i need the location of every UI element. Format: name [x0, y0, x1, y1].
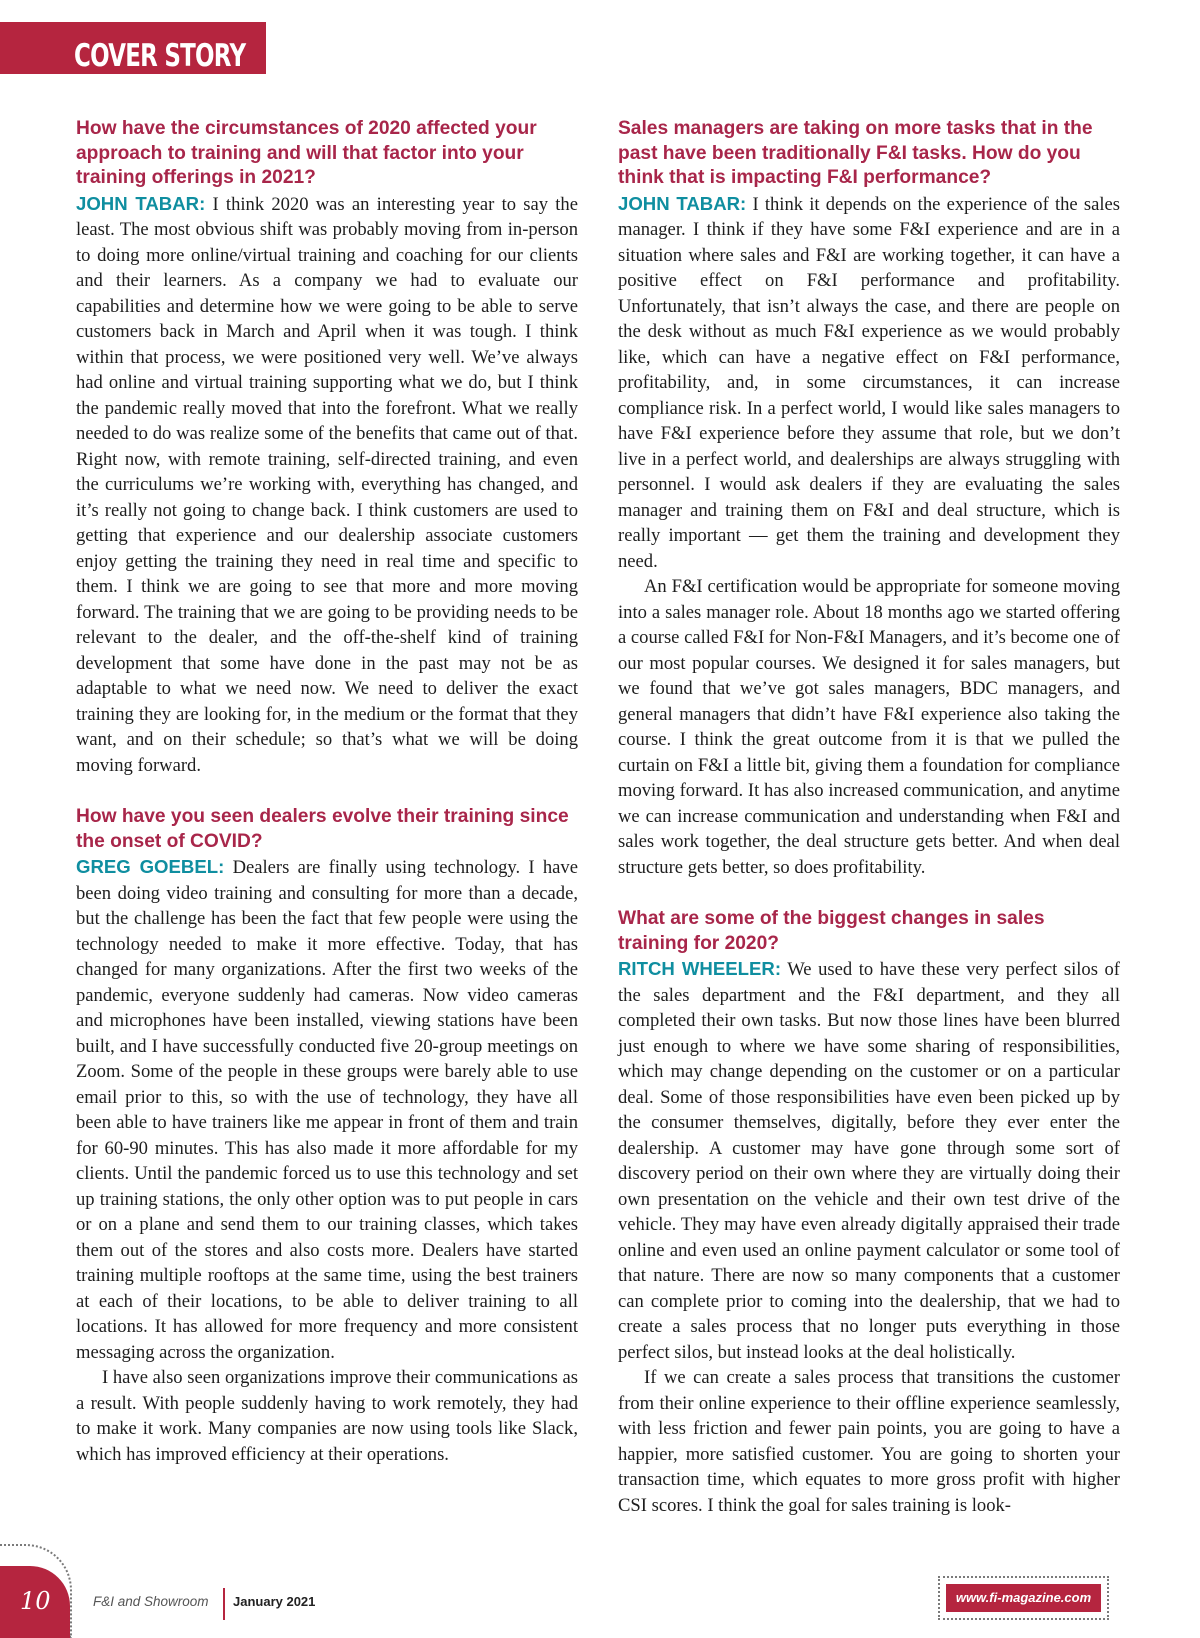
right-column	[618, 117, 1120, 1518]
answer-text: I think 2020 was an interesting year to say the least. The most obvious shift was probably moving from in-person to doing more online/virtual training and coaching for our clients and their learners. As a company we had to evaluate our capabilities and determine how we were going to be able to serve customers back in March and April when it was tough. I think within that process, we were positioned very well. We’ve always had online and virtual training supporting what we do, but I think the pandemic really moved that into the forefront. What we really needed to do was realize some of the benefits that came out of that. Right now, with remote training, self-directed training, and even the curriculums we’re working with, everything has changed, and it’s really not going to change back. I think customers are used to getting that experience and our dealership associate customers enjoy getting the training they need in real time and specific to them. I think we are going to see that more and more moving forward. The training that we are going to be providing needs to be relevant to the dealer, and the off-the-shelf kind of training development that some have done in the past may not be as adaptable to what we need now. We need to deliver the exact training they are looking for, in the medium or the format that they want, and on their schedule; so that’s what we will be doing moving forward.	[76, 193, 578, 776]
speaker-name: GREG GOEBEL:	[76, 856, 225, 877]
answer-paragraph: If we can create a sales process that transitions the customer from their online experience to their offline experience seamlessly, with less friction and fewer pain points, you are going to have a happier, more satisfied customer. You are going to shorten your transaction time, which equates to more gross profit with higher CSI scores. I think the goal for sales training is look-	[618, 1367, 1120, 1516]
issue-date: January 2021	[233, 1594, 316, 1609]
answer-paragraph	[618, 956, 1120, 1365]
footer-divider	[223, 1588, 225, 1620]
answer-text: I think it depends on the experience of the sales manager. I think if they have some F&I experience and are in a situation where sales and F&I are working together, it can have a positive effect on F&I performance and profitability. Unfortunately, that isn’t always the case, and there are people on the desk without as much F&I experience as we would probably like, which can have a negative effect on F&I performance, profitability, and, in some circumstances, it can increase compliance risk. In a perfect world, I would like sales managers to have F&I experience before they assume that role, but we don’t live in a perfect world, and dealerships are always struggling with personnel. I would ask dealers if they are evaluating the sales manager and training them on F&I and deal structure, which is really important — get them the training and development they need.	[618, 193, 1120, 572]
answer-paragraph	[618, 191, 1120, 575]
speaker-name: JOHN TABAR:	[618, 192, 747, 214]
answer-paragraph	[76, 854, 578, 1365]
left-column	[76, 117, 578, 1467]
answer-paragraph	[76, 191, 578, 779]
question-heading: How have the circumstances of 2020 affected your approach to training and will that factor into your training offerings in 2021?	[76, 118, 537, 188]
question-heading: Sales managers are taking on more tasks that in the past have been traditionally F&I tasks. How do you think that is impacting F&I performance?	[618, 118, 1093, 188]
question-heading: How have you seen dealers evolve their training since the onset of COVID?	[76, 806, 569, 852]
speaker-name: JOHN TABAR:	[76, 192, 206, 214]
section-label: COVER STORY	[74, 38, 246, 74]
answer-text: Dealers are finally using technology. I have been doing video training and consulting for more than a decade, but the challenge has been the fact that few people were using the technology needed to make it more effective. Today, that has changed for many organizations. After the first two weeks of the pandemic, everyone suddenly had cameras. Now video cameras and microphones have been installed, viewing stations have been built, and I have successfully conducted five 20-group meetings on Zoom. Some of the people in these groups were barely able to use email prior to this, so with the use of technology, they have all been able to have trainers like me appear in front of them and train for 60-90 minutes. This has also made it more affordable for my clients. Until the pandemic forced us to use this technology and set up training stations, the only other option was to put people in cars or on a plane and send them to our training classes, which takes them out of the stores and also costs more. Dealers have started training multiple rooftops at the same time, using the best trainers at each of their locations, to be able to deliver training to all locations. It has allowed for more frequency and more consistent messaging across the organization.	[76, 857, 578, 1363]
speaker-name: RITCH WHEELER:	[618, 958, 782, 979]
answer-paragraph: I have also seen organizations improve their communications as a result. With people suddenly having to work remotely, they had to make it work. Many companies are now using tools like Slack, which has improved efficiency at their operations.	[76, 1367, 578, 1465]
answer-text: We used to have these very perfect silos of the sales department and the F&I department, and they all completed their own tasks. But now those lines have been blurred just enough to where we have some sharing of responsibilities, which may change depending on the customer or on a particular deal. Some of those responsibilities have even been picked up by the consumer themselves, digitally, before they ever enter the dealership. A customer may have gone through some sort of discovery period on their own where they are virtually doing their own presentation on the vehicle and their own test drive of the vehicle. They may have even already digitally appraised their trade online and even used an online payment calculator or some tool of that nature. There are now so many components that a customer can complete prior to coming into the dealership, that we had to create a sales process that no longer puts everything in those perfect silos, but instead looks at the deal holistically.	[618, 959, 1120, 1363]
website-link[interactable]: www.fi-magazine.com	[946, 1584, 1101, 1612]
page-number: 10	[20, 1587, 51, 1615]
magazine-name: F&I and Showroom	[93, 1594, 209, 1609]
answer-paragraph: An F&I certification would be appropriate for someone moving into a sales manager role. About 18 months ago we started offering a course called F&I for Non-F&I Managers, and it’s become one of our most popular courses. We designed it for sales managers, but we found that we’ve got sales managers, BDC managers, and general managers that didn’t have F&I experience also taking the course. I think the great outcome from it is that we pulled the curtain on F&I a little bit, giving them a foundation for compliance moving forward. It has also increased communication, and anytime we can increase communication and understanding when F&I and sales work together, the deal structure gets better. And when deal structure gets better, so does profitability.	[618, 576, 1120, 878]
question-heading: What are some of the biggest changes in sales training for 2020?	[618, 908, 1045, 954]
